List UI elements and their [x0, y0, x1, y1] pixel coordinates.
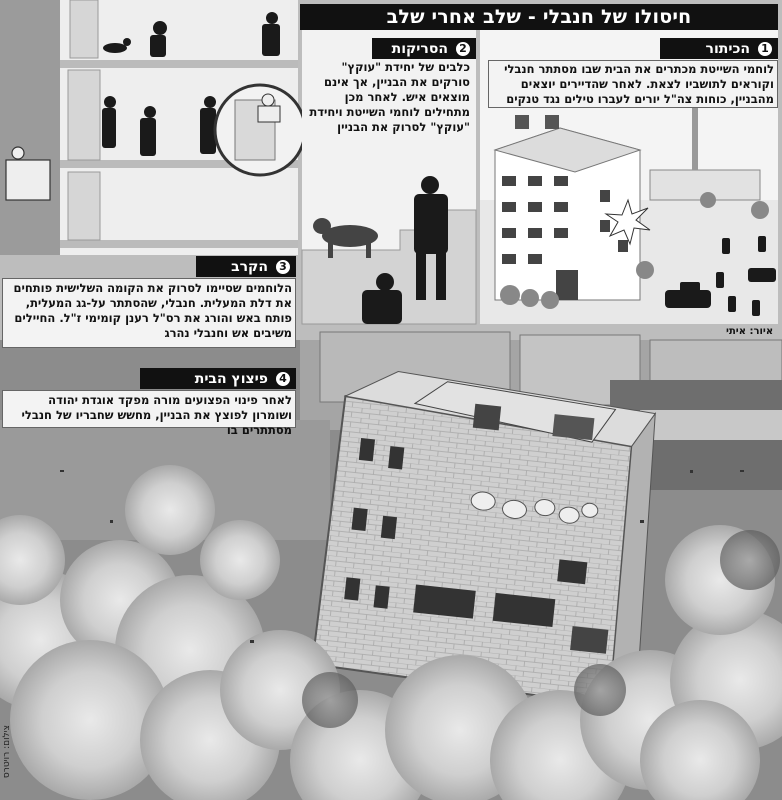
step-4-number: 4	[274, 370, 292, 388]
illustration-credit: איור: איתי	[726, 326, 774, 337]
photo-credit: צילום: רויטרס	[2, 725, 12, 779]
step-1-number: 1	[756, 40, 774, 58]
step-1-text: לוחמי השייטת מכתרים את הבית שבו מסתתר חנבלי וקוראים לתושביו לצאת. לאחר שהדיירים יוצאים מהבניין, כוחות צה"ל יורים לעברו טילים נגד טנקים	[504, 62, 774, 106]
step-2-heading: הסריקות	[391, 40, 448, 57]
step-4-header	[140, 368, 296, 389]
step-2-header	[372, 38, 476, 59]
article-title: חיסולו של חנבלי - שלב אחרי שלב	[300, 4, 778, 30]
step-2-number: 2	[454, 40, 472, 58]
step-4-heading: פיצוץ הבית	[194, 370, 268, 387]
step-1-header	[660, 38, 778, 59]
step-4-text: לאחר פינוי הפצועים מורה מפקד אוגדת יהודה ושומרון לפוצץ את הבניין, מחשש שחבריו של חנבלי מסתתרים בו	[21, 393, 292, 437]
step-3-header	[196, 256, 296, 277]
step-3-heading: הקרב	[231, 258, 268, 275]
step-2-text: כלבים של יחידת "עוקץ" סורקים את הבניין, אך אינם מוצאים איש. לאחר מכן מתחילים לוחמי השייטת ויחידת "עוקץ" לסרוק את הבניין	[309, 60, 470, 134]
step-3-number: 3	[274, 258, 292, 276]
step-3-text: הלוחמים שסיימו לסרוק את הקומה השלישית פותחים את דלת המעלית. חנבלי, שהסתתר על-גג המעלית, פותח באש והורג את רס"ל רענן קומימי ז"ל. החיילים משיבים אש וחנבלי נהרג	[13, 281, 292, 340]
step-1-heading: הכיתור	[705, 40, 750, 57]
